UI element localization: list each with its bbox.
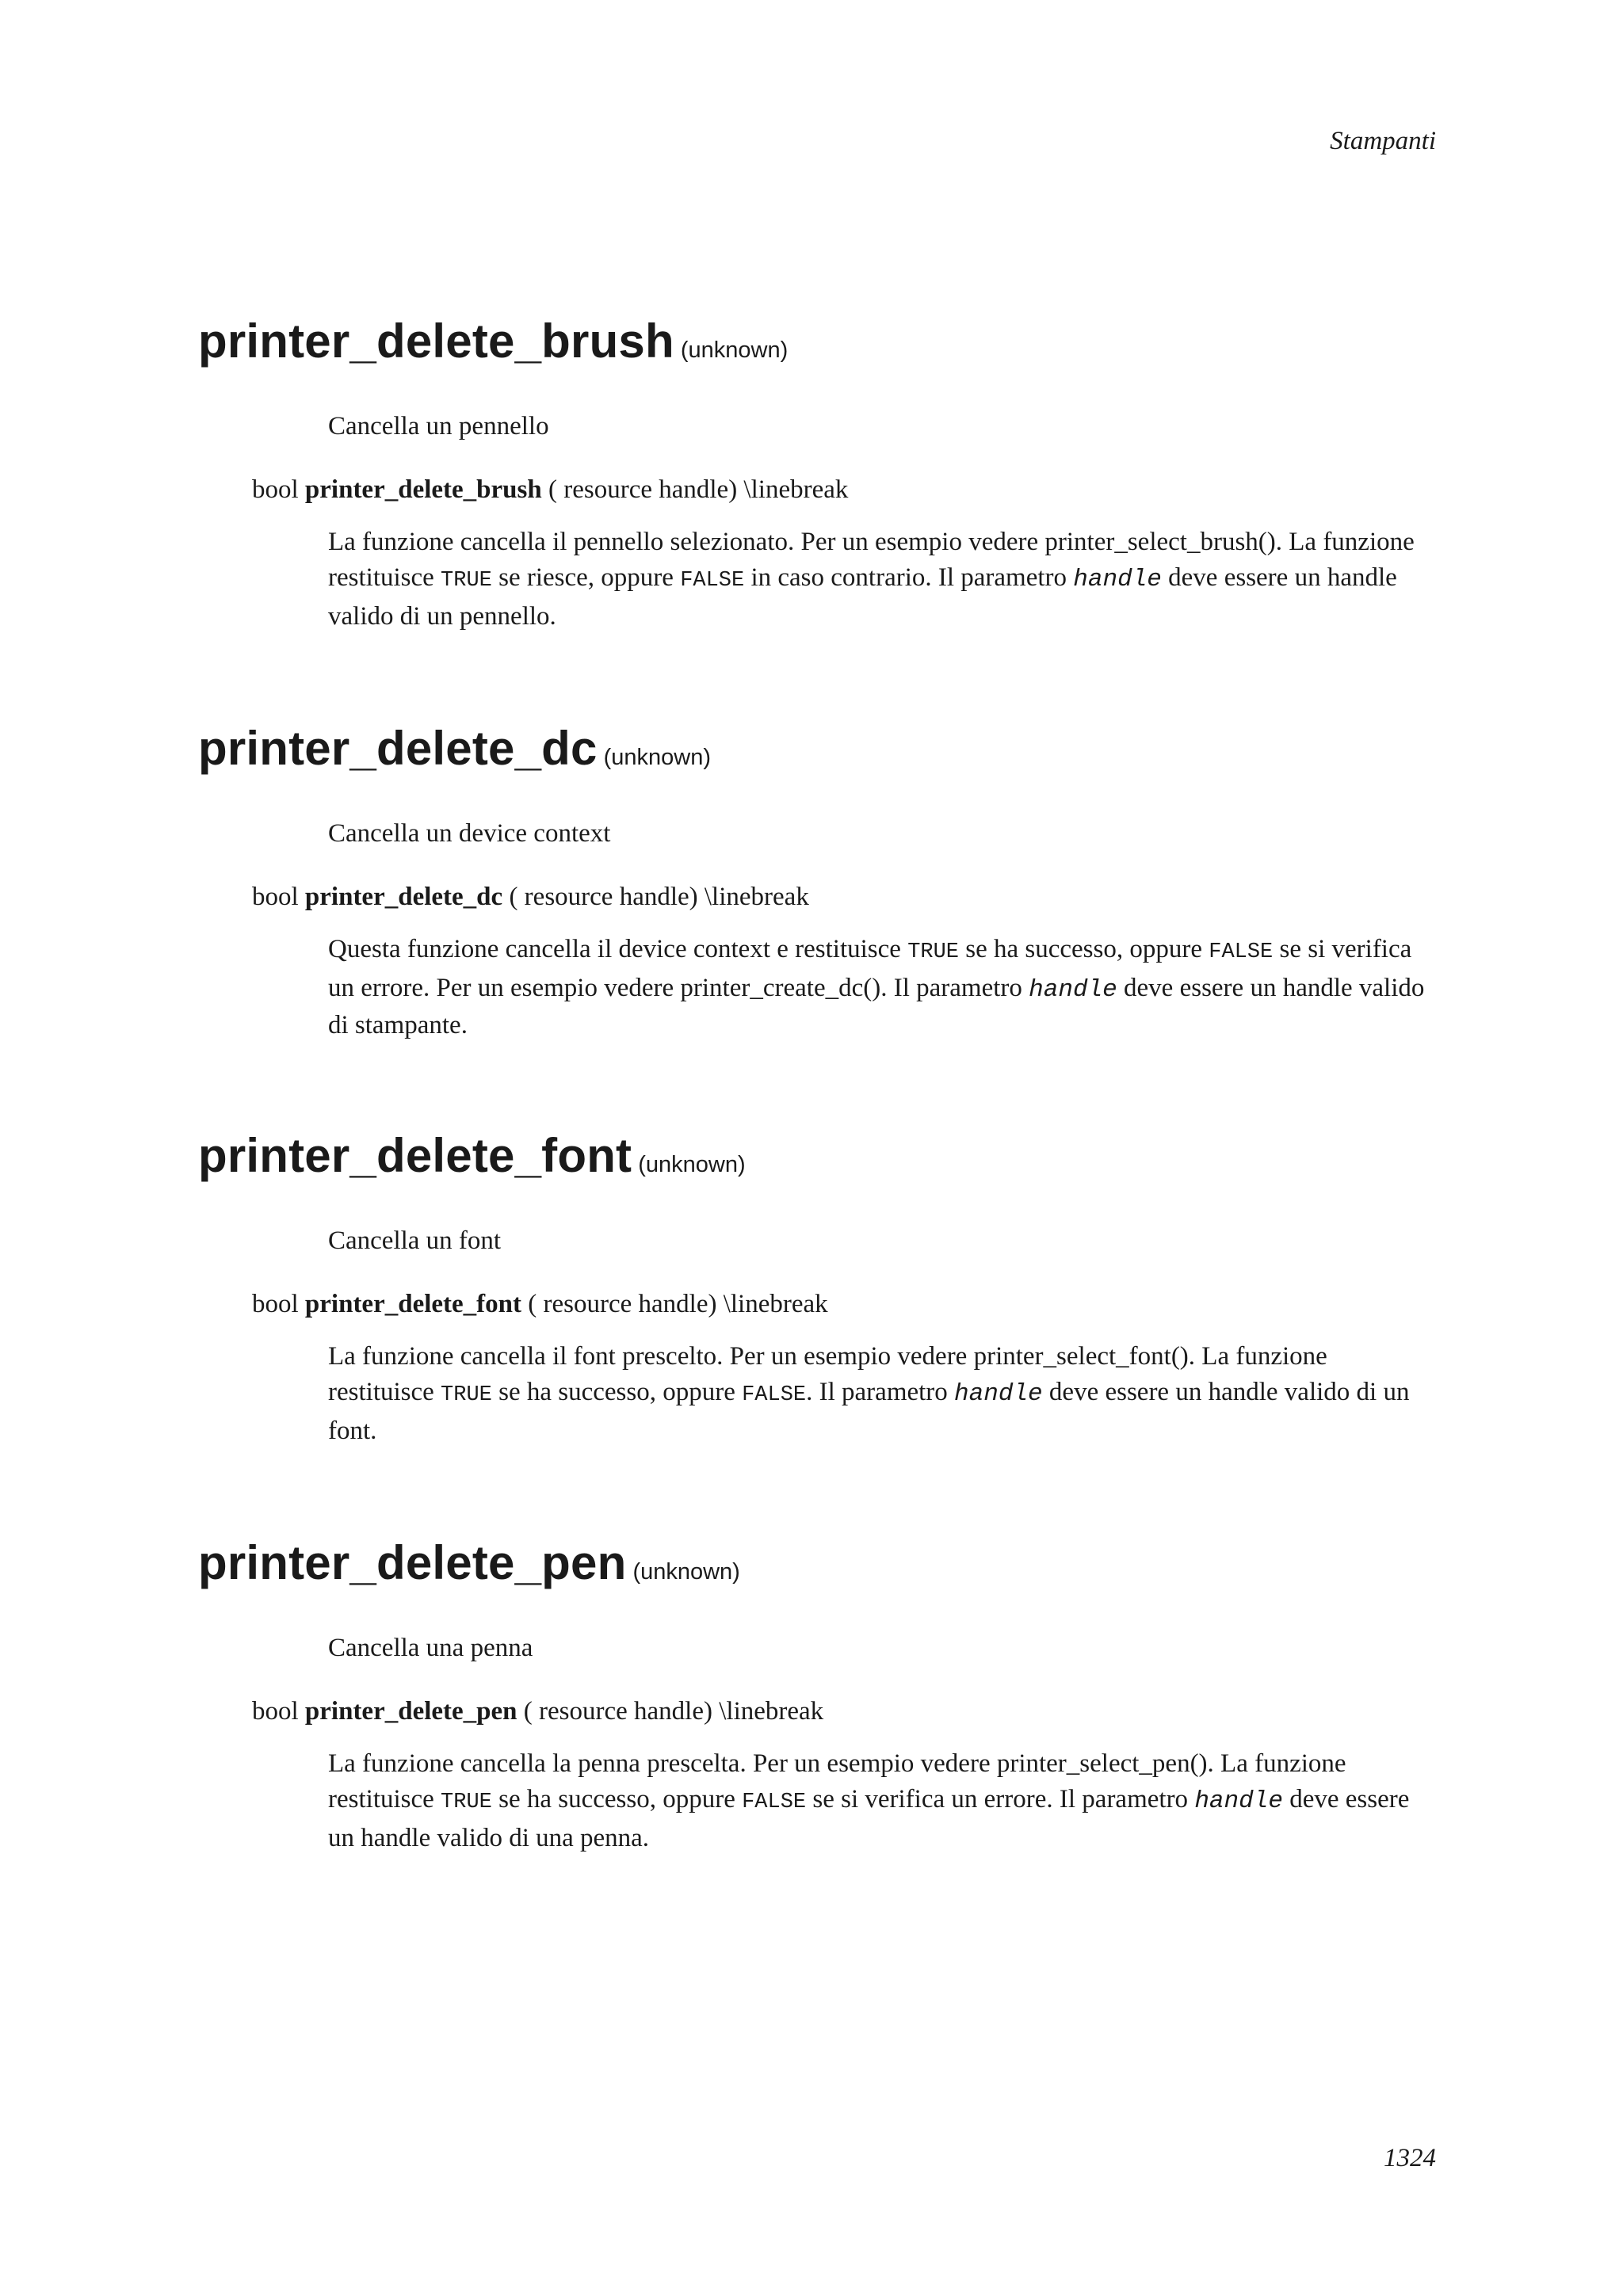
description-text: La funzione cancella il pennello selezionato. Per un esempio vedere printer_select_brush(). La funzione restituisce [328,528,1415,592]
function-name-heading: printer_delete_font [198,1129,632,1182]
description-text: deve essere un handle valido di un font. [328,1378,1410,1445]
function-entry [0,721,1623,1070]
function-synopsis [252,1290,828,1319]
entry-title [198,721,711,776]
synopsis-function-name: printer_delete_pen [304,1697,517,1726]
parameter-name: handle [1029,976,1117,1004]
entry-title [198,1535,740,1590]
function-name-heading: printer_delete_pen [198,1536,627,1589]
description-text: in caso contrario. Il parametro [744,563,1074,592]
function-entry [0,1535,1623,1884]
description-text: se ha successo, oppure [959,935,1209,963]
description-text: se si verifica un errore. Per un esempio vedere printer_create_dc(). Il parametro [328,935,1412,1002]
page-number: 1324 [1384,2144,1436,2172]
function-purpose: Cancella un device context [328,819,611,848]
description-text: . Il parametro [806,1378,955,1406]
description-text: deve essere un handle valido di una penna. [328,1785,1410,1852]
constant-true: TRUE [441,1383,492,1407]
constant-false: FALSE [1209,940,1274,964]
function-name-heading: printer_delete_dc [198,722,598,775]
description-text: deve essere un handle valido di un pennello. [328,563,1397,631]
function-purpose: Cancella una penna [328,1634,533,1662]
constant-false: FALSE [742,1791,807,1814]
constant-false: FALSE [742,1383,807,1407]
description-text: Questa funzione cancella il device context e restituisce [328,935,908,963]
function-description [328,1339,1434,1449]
function-entry [0,1128,1623,1477]
description-text: se ha successo, oppure [491,1378,743,1406]
constant-true: TRUE [441,1791,492,1814]
parameter-name: handle [954,1380,1043,1408]
running-header: Stampanti [1330,127,1436,155]
function-synopsis [252,475,848,505]
function-synopsis [252,883,809,912]
synopsis-params: ( resource handle) \linebreak [528,1290,828,1318]
parameter-name: handle [1073,566,1162,593]
synopsis-params: ( resource handle) \linebreak [509,883,809,911]
constant-false: FALSE [680,569,745,593]
synopsis-function-name: printer_delete_dc [304,883,503,911]
return-type: bool [252,1290,299,1318]
version-label: (unknown) [680,338,789,363]
description-text: se riesce, oppure [491,563,681,592]
description-text: se si verifica un errore. Il parametro [806,1785,1195,1814]
parameter-name: handle [1194,1787,1283,1815]
function-description [328,1746,1434,1856]
entry-title [198,314,788,368]
entry-title [198,1128,746,1183]
version-label: (unknown) [638,1152,746,1177]
constant-true: TRUE [441,569,492,593]
return-type: bool [252,883,299,911]
return-type: bool [252,1697,299,1726]
function-entry [0,314,1623,662]
constant-true: TRUE [907,940,959,964]
return-type: bool [252,475,299,504]
description-text: se ha successo, oppure [491,1785,743,1814]
synopsis-params: ( resource handle) \linebreak [523,1697,824,1726]
synopsis-function-name: printer_delete_font [304,1290,522,1318]
function-description [328,932,1434,1043]
description-text: La funzione cancella la penna prescelta. Per un esempio vedere printer_select_pen(). La funzione restituisce [328,1749,1346,1814]
function-purpose: Cancella un pennello [328,412,549,441]
description-text: deve essere un handle valido di stampante. [328,974,1425,1039]
function-name-heading: printer_delete_brush [198,315,674,368]
synopsis-function-name: printer_delete_brush [304,475,542,504]
function-purpose: Cancella un font [328,1226,502,1255]
synopsis-params: ( resource handle) \linebreak [548,475,849,504]
version-label: (unknown) [632,1559,740,1585]
description-text: La funzione cancella il font prescelto. Per un esempio vedere printer_select_font(). La funzione restituisce [328,1342,1327,1406]
version-label: (unknown) [603,745,711,770]
function-synopsis [252,1697,823,1726]
function-description [328,524,1434,635]
